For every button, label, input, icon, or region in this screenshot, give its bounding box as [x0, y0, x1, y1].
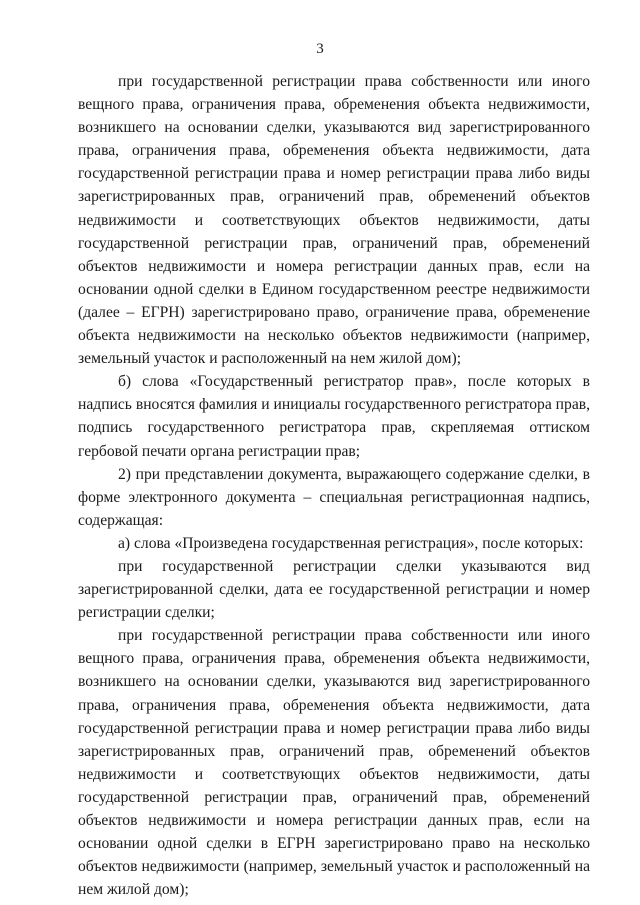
- paragraph-6: при государственной регистрации права собственности или иного вещного права, ограничения права, обременения объекта недвижимости, возникшего на основании сделки, указываются вид зарегистрированного права, ограничения права, обременения объекта недвижимости, дата государственной регистрации права и номер регистрации права либо виды зарегистрированных прав, ограничений прав, обременений объектов недвижимости и соответствующих объектов недвижимости, даты государственной регистрации прав, ограничений прав, обременений объектов недвижимости и номера регистрации данных прав, если на основании одной сделки в ЕГРН зарегистрировано право на несколько объектов недвижимости (например, земельный участок и расположенный на нем жилой дом);: [78, 627, 590, 899]
- document-body: [78, 70, 590, 901]
- paragraph-4: а) слова «Произведена государственная регистрация», после которых:: [118, 534, 584, 552]
- paragraph-3: 2) при представлении документа, выражающего содержание сделки, в форме электронного документа – специальная регистрационная надпись, содержащая:: [78, 465, 590, 529]
- paragraph-2: б) слова «Государственный регистратор прав», после которых в надпись вносятся фамилия и инициалы государственного регистратора прав, подпись государственного регистратора прав, скрепляемая оттиском гербовой печати органа регистрации прав;: [78, 373, 590, 460]
- page-number: 3: [316, 41, 324, 57]
- paragraph-5: при государственной регистрации сделки указываются вид зарегистрированной сделки, дата ее государственной регистрации и номер регистрации сделки;: [78, 557, 590, 622]
- paragraph-1: при государственной регистрации права собственности или иного вещного права, ограничения права, обременения объекта недвижимости, возникшего на основании сделки, указываются вид зарегистрированного права, ограничения права, обременения объекта недвижимости, дата государственной регистрации права и номер регистрации права либо виды зарегистрированных прав, ограничений прав, обременений объектов недвижимости и соответствующих объектов недвижимости, даты государственной регистрации прав, ограничений прав, обременений объектов недвижимости и номера регистрации данных прав, если на основании одной сделки в Едином государственном реестре недвижимости (далее – ЕГРН) зарегистрировано право, ограничение права, обременение объекта недвижимости на несколько объектов недвижимости (например, земельный участок и расположенный на нем жилой дом);: [78, 73, 590, 368]
